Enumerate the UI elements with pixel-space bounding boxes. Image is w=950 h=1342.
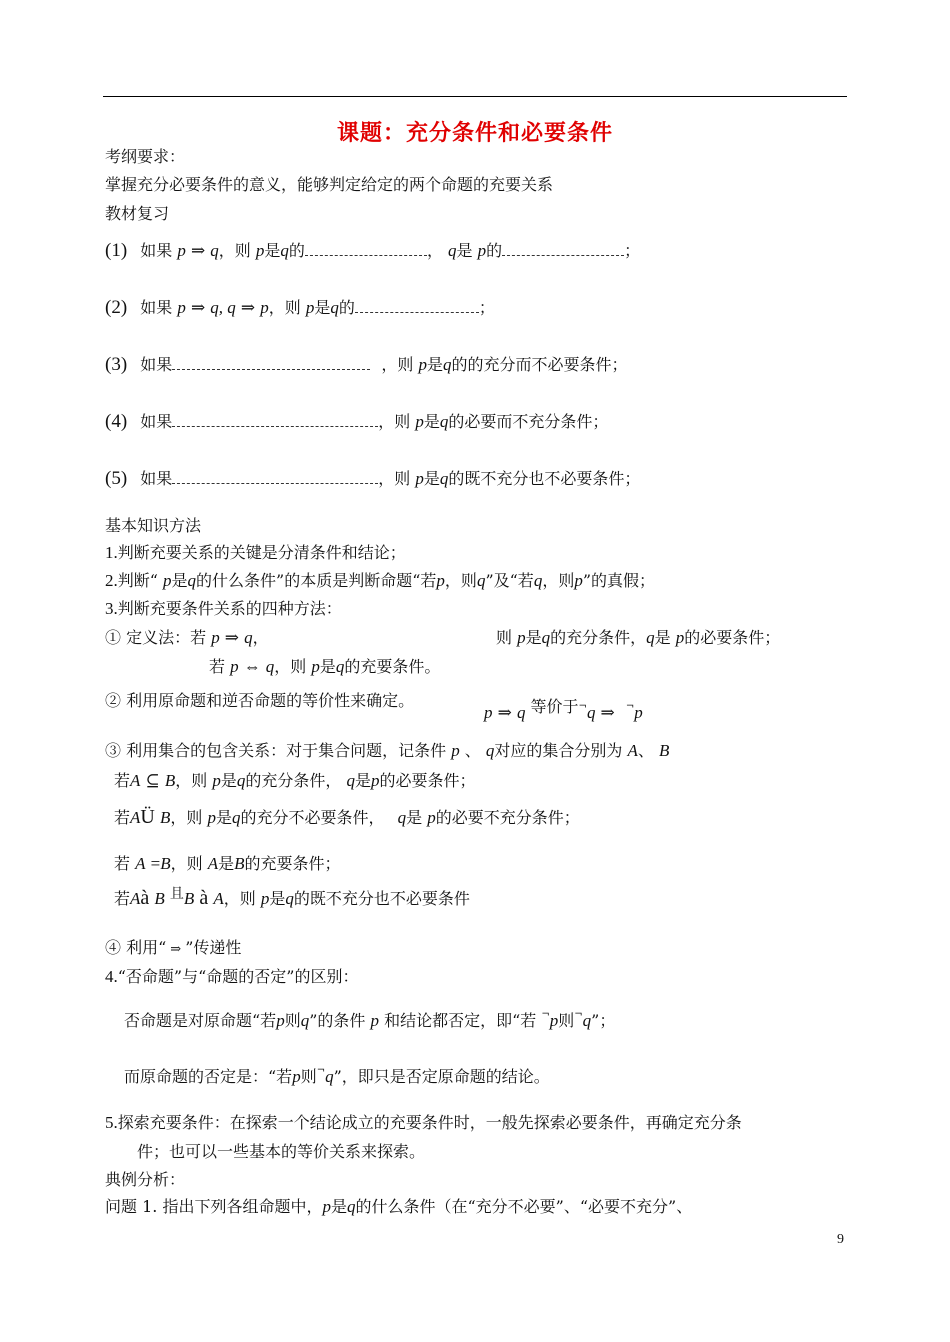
set-method-proper-subset: 若AÜ B，则 p是q的充分不必要条件， q是 p的必要不充分条件； [114, 806, 580, 828]
problem-1: 问题 1. 指出下列各组命题中，p是q的什么条件（在“充分不必要”、“必要不充分”、 [105, 1197, 693, 1216]
answer-blank[interactable] [172, 469, 378, 484]
definition-method-iff: 若 p ⇔ q，则 p是q的充要条件。 [209, 657, 441, 676]
review-item-2: (2) 如果 p ⇒ q, q ⇒ p，则 p是q的 ； [105, 297, 495, 318]
page-number: 9 [837, 1232, 844, 1247]
answer-blank[interactable] [305, 241, 427, 256]
answer-blank[interactable] [172, 412, 378, 427]
set-method-neither: 若Aà B 且B à A，则 p是q的既不充分也不必要条件 [114, 886, 470, 909]
syllabus-heading: 考纲要求： [105, 147, 186, 166]
method-4: 4.“否命题”与“命题的否定”的区别： [105, 967, 359, 986]
syllabus-text: 掌握充分必要条件的意义，能够判定给定的两个命题的充要关系 [105, 175, 554, 194]
review-item-3: (3) 如果 ，则 p是q的的充分而不必要条件； [105, 354, 628, 375]
definition-method-cont: 则 p是q的充分条件，q是 p的必要条件； [496, 628, 781, 647]
set-method: ③ 利用集合的包含关系：对于集合问题，记条件 p 、 q对应的集合分别为 A、 B [105, 741, 670, 760]
review-heading: 教材复习 [105, 204, 170, 223]
set-method-equal: 若 A =B，则 A是B的充要条件； [114, 854, 341, 873]
examples-heading: 典例分析： [105, 1170, 186, 1189]
methods-heading: 基本知识方法 [105, 516, 202, 535]
negation-vs-inverse: 否命题是对原命题“若p则q”的条件 p 和结论都否定，即“若 ¬p则¬q”； [124, 1009, 616, 1030]
answer-blank[interactable] [172, 355, 370, 370]
top-rule [103, 96, 847, 97]
method-2: 2.判断“ p是q的什么条件”的本质是判断命题“若p，则q”及“若q，则p”的真假； [105, 571, 656, 590]
contrapositive-formula: p ⇒ q 等价于¬q ⇒ ¬p [484, 697, 643, 722]
answer-blank[interactable] [502, 241, 624, 256]
page-title: 课题：充分条件和必要条件 [336, 121, 613, 146]
set-method-subset: 若A ⊆ B，则 p是q的充分条件， q是p的必要条件； [114, 771, 476, 790]
contrapositive-method: ② 利用原命题和逆否命题的等价性来确定。 [105, 691, 415, 710]
method-3: 3.判断充要条件关系的四种方法： [105, 599, 342, 618]
review-item-4: (4) 如果 ，则 p是q的必要而不充分条件； [105, 411, 609, 432]
definition-method: ① 定义法：若 p ⇒ q， [105, 628, 269, 647]
review-item-1: (1) 如果 p ⇒ q，则 p是q的 ， q是 p的 ； [105, 240, 641, 261]
negation-definition: 而原命题的否定是：“若p则¬q”，即只是否定原命题的结论。 [124, 1065, 550, 1086]
answer-blank[interactable] [355, 298, 479, 313]
method-5-cont: 件；也可以一些基本的等价关系来探索。 [137, 1142, 426, 1161]
method-1: 1.判断充要关系的关键是分清条件和结论； [105, 543, 406, 562]
review-item-5: (5) 如果 ，则 p是q的既不充分也不必要条件； [105, 468, 641, 489]
method-5: 5.探索充要条件：在探索一个结论成立的充要条件时，一般先探索必要条件，再确定充分条 [105, 1113, 742, 1132]
transitivity-method: ④ 利用“ ⇒ ”传递性 [105, 938, 242, 957]
